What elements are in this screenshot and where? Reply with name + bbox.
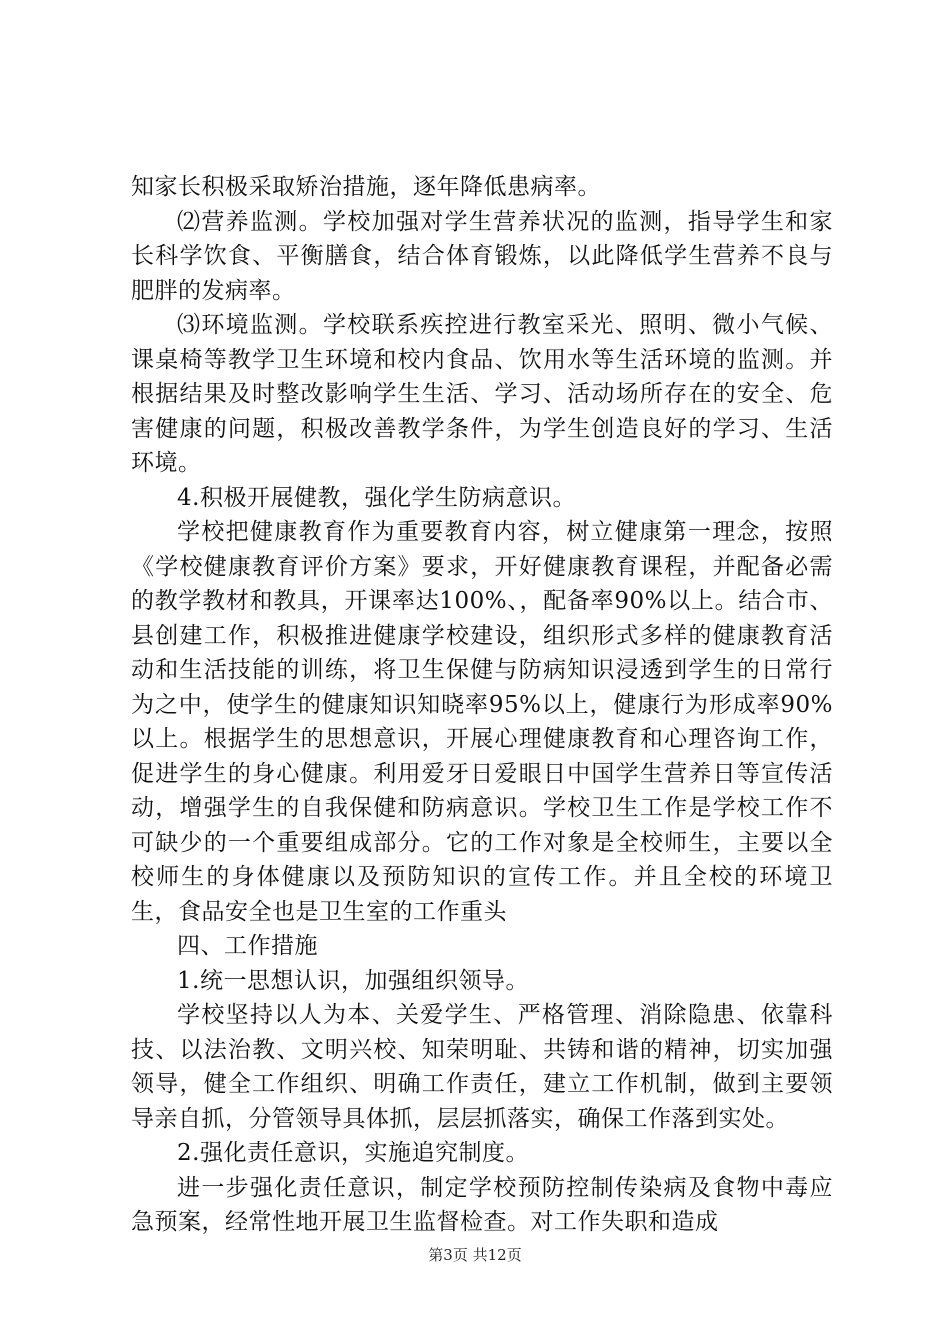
paragraph-responsibility: 进一步强化责任意识，制定学校预防控制传染病及食物中毒应急预案，经常性地开展卫生监督检查。对工作失职和造成 xyxy=(131,1174,833,1235)
paragraph-health-education: 学校把健康教育作为重要教育内容，树立健康第一理念，按照《学校健康教育评价方案》要求，开好健康教育课程，并配备必需的教学教材和教具，开课率达100%、，配备率90%以上。结合市、县创建工作，积极推进健康学校建设，组织形式多样的健康教育活动和生活技能的训练，将卫生保健与防病知识浸透到学生的日常行为之中，使学生的健康知识知晓率95%以上，健康行为形成率90%以上。根据学生的思想意识，开展心理健康教育和心理咨询工作，促进学生的身心健康。利用爱牙日爱眼日中国学生营养日等宣传活动，增强学生的自我保健和防病意识。学校卫生工作是学校工作不可缺少的一个重要组成部分。它的工作对象是全校师生，主要以全校师生的身体健康以及预防知识的宣传工作。并且全校的环境卫生，食品安全也是卫生室的工作重头 xyxy=(131,519,833,925)
page-number-footer: 第3页 共12页 xyxy=(428,1246,522,1264)
heading-responsibility: 2.强化责任意识，实施追究制度。 xyxy=(177,1140,529,1166)
heading-health-education: 4.积极开展健教，强化学生防病意识。 xyxy=(177,484,576,511)
heading-unify-thinking: 1.统一思想认识，加强组织领导。 xyxy=(177,967,529,994)
heading-work-measures: 四、工作措施 xyxy=(177,933,318,959)
paragraph-continuation: 知家长积极采取矫治措施，逐年降低患病率。 xyxy=(131,174,601,200)
paragraph-environment-monitoring: ⑶环境监测。学校联系疾控进行教室采光、照明、微小气候、课桌椅等教学卫生环境和校内食品、饮用水等生活环境的监测。并根据结果及时整改影响学生生活、学习、活动场所存在的安全、危害健康的问题，积极改善教学条件，为学生创造良好的学习、生活环境。 xyxy=(131,312,833,476)
paragraph-nutrition-monitoring: ⑵营养监测。学校加强对学生营养状况的监测，指导学生和家长科学饮食、平衡膳食，结合体育锻炼，以此降低学生营养不良与肥胖的发病率。 xyxy=(131,208,833,304)
document-body xyxy=(131,170,833,1240)
paragraph-leadership: 学校坚持以人为本、关爱学生、严格管理、消除隐患、依靠科技、以法治教、文明兴校、知荣明耻、共铸和谐的精神，切实加强领导，健全工作组织、明确工作责任，建立工作机制，做到主要领导亲自抓，分管领导具体抓，层层抓落实，确保工作落到实处。 xyxy=(131,1002,833,1132)
